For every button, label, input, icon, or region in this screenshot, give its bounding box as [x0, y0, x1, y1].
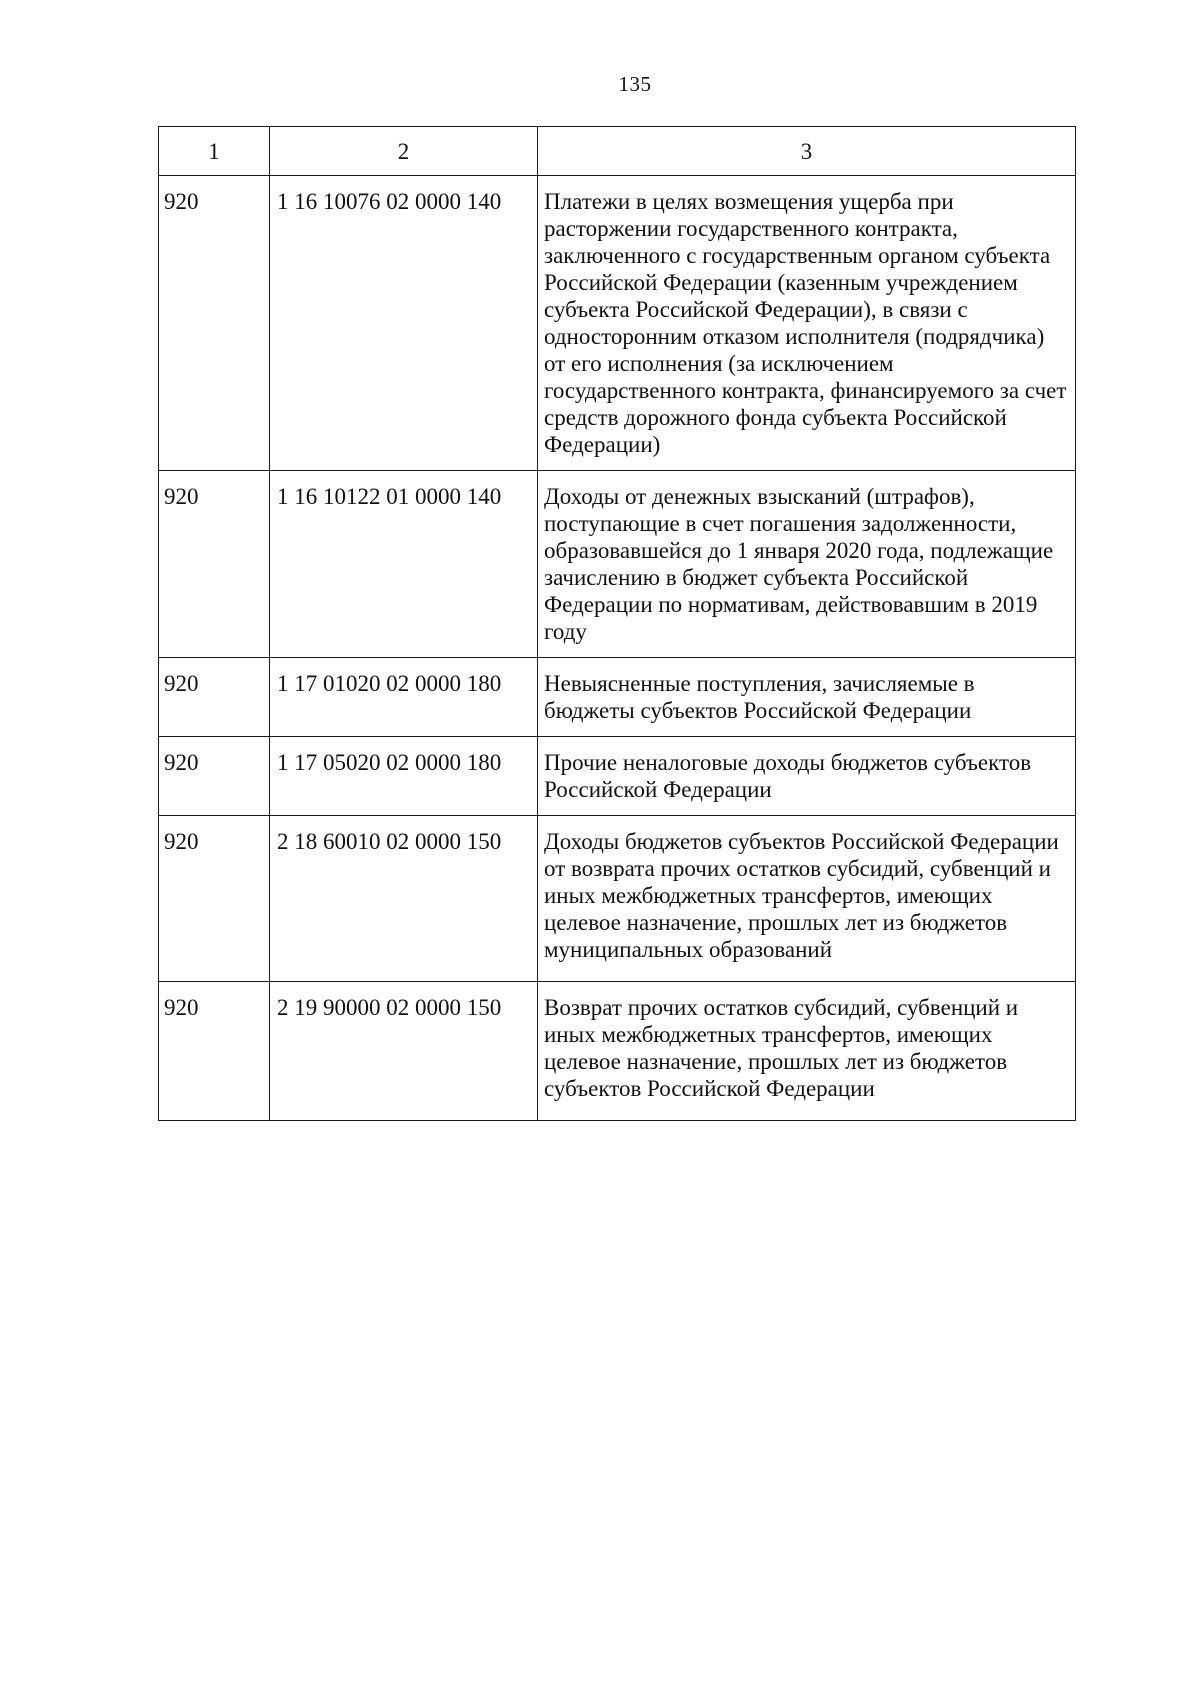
description-cell: Доходы бюджетов субъектов Российской Федерации от возврата прочих остатков субсидий, субвенций и иных межбюджетных трансфертов, имеющих целевое назначение, прошлых лет из бюджетов муниципальных образований: [538, 816, 1076, 982]
admin-code-cell: 920: [159, 982, 270, 1121]
income-code-cell: 2 19 90000 02 0000 150: [270, 982, 538, 1121]
income-code-cell: 1 17 01020 02 0000 180: [270, 658, 538, 737]
column-header-3: 3: [538, 127, 1076, 176]
admin-code-cell: 920: [159, 816, 270, 982]
column-header-1: 1: [159, 127, 270, 176]
admin-code-cell: 920: [159, 471, 270, 658]
table-row: [159, 176, 1076, 471]
admin-code-cell: 920: [159, 176, 270, 471]
column-header-2: 2: [270, 127, 538, 176]
description-cell: Возврат прочих остатков субсидий, субвенций и иных межбюджетных трансфертов, имеющих целевое назначение, прошлых лет из бюджетов субъектов Российской Федерации: [538, 982, 1076, 1121]
income-code-cell: 1 16 10076 02 0000 140: [270, 176, 538, 471]
income-codes-table: [158, 126, 1076, 1121]
description-cell: Платежи в целях возмещения ущерба при расторжении государственного контракта, заключенного с государственным органом субъекта Российской Федерации (казенным учреждением субъекта Российской Федерации), в связи с односторонним отказом исполнителя (подрядчика) от его исполнения (за исключением государственного контракта, финансируемого за счет средств дорожного фонда субъекта Российской Федерации): [538, 176, 1076, 471]
page-number: 135: [618, 72, 652, 96]
table-header-row: [159, 127, 1076, 176]
table-row: [159, 737, 1076, 816]
table-row: [159, 982, 1076, 1121]
description-cell: Невыясненные поступления, зачисляемые в бюджеты субъектов Российской Федерации: [538, 658, 1076, 737]
table-row: [159, 816, 1076, 982]
income-code-cell: 1 16 10122 01 0000 140: [270, 471, 538, 658]
description-cell: Доходы от денежных взысканий (штрафов), поступающие в счет погашения задолженности, образовавшейся до 1 января 2020 года, подлежащие зачислению в бюджет субъекта Российской Федерации по нормативам, действовавшим в 2019 году: [538, 471, 1076, 658]
table-row: [159, 471, 1076, 658]
admin-code-cell: 920: [159, 737, 270, 816]
income-code-cell: 1 17 05020 02 0000 180: [270, 737, 538, 816]
income-code-cell: 2 18 60010 02 0000 150: [270, 816, 538, 982]
table-row: [159, 658, 1076, 737]
admin-code-cell: 920: [159, 658, 270, 737]
description-cell: Прочие неналоговые доходы бюджетов субъектов Российской Федерации: [538, 737, 1076, 816]
